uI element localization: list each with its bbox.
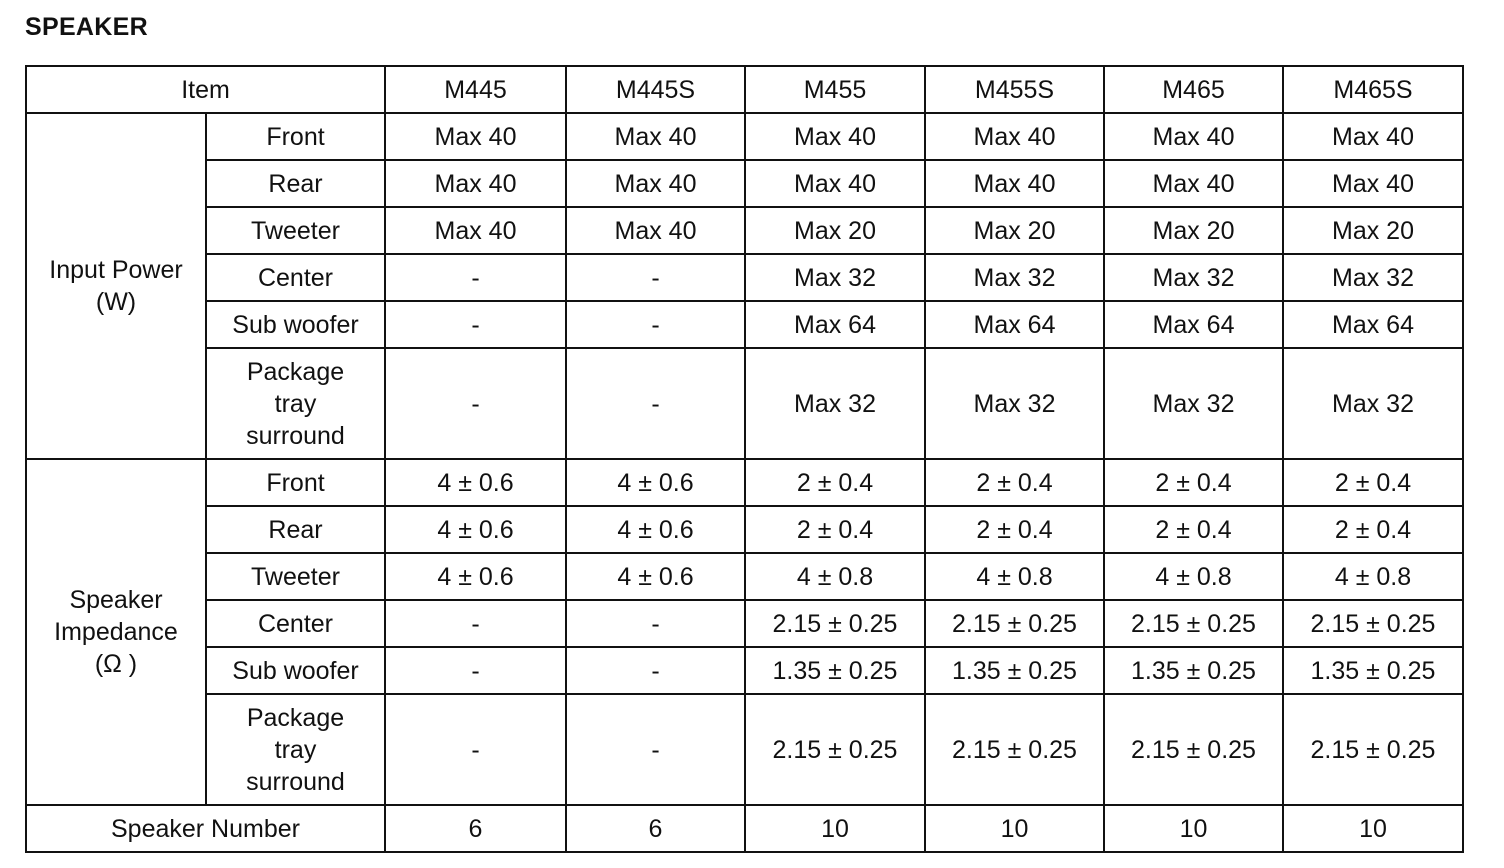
table-cell: Max 64 [1104, 301, 1283, 348]
input-power-label [26, 113, 206, 459]
table-cell: 4 ± 0.6 [566, 553, 745, 600]
row-label-line: tray [274, 735, 317, 764]
table-row [26, 207, 1463, 254]
table-cell: 2 ± 0.4 [1104, 506, 1283, 553]
table-cell: 4 ± 0.6 [385, 553, 566, 600]
table-cell: Max 40 [1283, 160, 1463, 207]
table-cell: Max 32 [745, 254, 925, 301]
table-cell: 2 ± 0.4 [925, 459, 1104, 506]
row-label [206, 348, 385, 459]
table-cell: 10 [925, 805, 1104, 852]
table-row [26, 113, 1463, 160]
table-row [26, 600, 1463, 647]
table-cell: Max 32 [1104, 254, 1283, 301]
row-label: Center [206, 600, 385, 647]
table-cell: 1.35 ± 0.25 [745, 647, 925, 694]
header-row [26, 66, 1463, 113]
row-label: Front [206, 113, 385, 160]
speaker-spec-table [25, 65, 1464, 853]
table-cell: - [385, 254, 566, 301]
table-row [26, 805, 1463, 852]
row-label-line: surround [246, 767, 345, 796]
table-cell: - [566, 647, 745, 694]
table-cell: 10 [1104, 805, 1283, 852]
table-row [26, 647, 1463, 694]
table-cell: 1.35 ± 0.25 [1104, 647, 1283, 694]
table-row [26, 348, 1463, 459]
table-cell: 2 ± 0.4 [745, 459, 925, 506]
table-cell: 10 [1283, 805, 1463, 852]
table-cell: - [566, 694, 745, 805]
model-header: M455S [925, 66, 1104, 113]
table-cell: - [385, 348, 566, 459]
table-cell: 2.15 ± 0.25 [1283, 694, 1463, 805]
table-cell: 2.15 ± 0.25 [1104, 600, 1283, 647]
table-cell: 4 ± 0.6 [385, 459, 566, 506]
group-label-line: (Ω ) [94, 650, 138, 678]
table-cell: Max 40 [566, 160, 745, 207]
table-cell: Max 64 [925, 301, 1104, 348]
model-header: M465S [1283, 66, 1463, 113]
table-cell: Max 20 [1104, 207, 1283, 254]
table-cell: 2.15 ± 0.25 [925, 600, 1104, 647]
table-cell: Max 20 [1283, 207, 1463, 254]
table-cell: - [385, 694, 566, 805]
row-label: Speaker Number [26, 805, 385, 852]
table-cell: Max 20 [745, 207, 925, 254]
table-cell: - [385, 301, 566, 348]
row-label-line: Package [246, 357, 345, 386]
table-cell: Max 32 [1283, 254, 1463, 301]
table-cell: 4 ± 0.8 [925, 553, 1104, 600]
page-title: SPEAKER [25, 13, 148, 41]
table-cell: 4 ± 0.8 [1283, 553, 1463, 600]
model-header: M445S [566, 66, 745, 113]
row-label: Front [206, 459, 385, 506]
group-label-line: Speaker [69, 586, 163, 614]
row-label: Sub woofer [206, 647, 385, 694]
table-cell: 4 ± 0.8 [1104, 553, 1283, 600]
table-cell: Max 40 [385, 113, 566, 160]
table-cell: Max 32 [1104, 348, 1283, 459]
item-header: Item [26, 66, 385, 113]
table-cell: 2 ± 0.4 [1283, 506, 1463, 553]
table-cell: Max 40 [1283, 113, 1463, 160]
table-cell: - [385, 600, 566, 647]
row-label: Tweeter [206, 207, 385, 254]
table-cell: 2.15 ± 0.25 [1104, 694, 1283, 805]
model-header: M455 [745, 66, 925, 113]
row-label [206, 694, 385, 805]
table-cell: 2 ± 0.4 [745, 506, 925, 553]
row-label-line: surround [246, 421, 345, 450]
table-cell: 2.15 ± 0.25 [745, 694, 925, 805]
table-cell: - [566, 348, 745, 459]
group-label-line: Input Power [49, 256, 183, 284]
table-cell: 4 ± 0.6 [385, 506, 566, 553]
table-cell: 4 ± 0.6 [566, 506, 745, 553]
table-row [26, 160, 1463, 207]
table-cell: 2 ± 0.4 [925, 506, 1104, 553]
table-cell: Max 32 [925, 348, 1104, 459]
table-cell: 6 [385, 805, 566, 852]
table-cell: Max 40 [925, 160, 1104, 207]
row-label: Center [206, 254, 385, 301]
model-header: M465 [1104, 66, 1283, 113]
table-row [26, 506, 1463, 553]
table-row [26, 301, 1463, 348]
table-cell: Max 40 [566, 207, 745, 254]
table-cell: 2.15 ± 0.25 [745, 600, 925, 647]
table-row [26, 254, 1463, 301]
table-cell: Max 40 [385, 160, 566, 207]
row-label: Tweeter [206, 553, 385, 600]
table-cell: Max 40 [745, 113, 925, 160]
table-cell: Max 20 [925, 207, 1104, 254]
model-header: M445 [385, 66, 566, 113]
speaker-impedance-label [26, 459, 206, 805]
table-cell: 2.15 ± 0.25 [1283, 600, 1463, 647]
table-cell: Max 40 [385, 207, 566, 254]
table-cell: 2 ± 0.4 [1283, 459, 1463, 506]
table-row [26, 553, 1463, 600]
row-label: Sub woofer [206, 301, 385, 348]
table-cell: Max 32 [1283, 348, 1463, 459]
table-cell: - [566, 600, 745, 647]
table-row [26, 694, 1463, 805]
table-cell: 4 ± 0.6 [566, 459, 745, 506]
table-cell: Max 32 [745, 348, 925, 459]
table-cell: Max 40 [925, 113, 1104, 160]
table-cell: 2.15 ± 0.25 [925, 694, 1104, 805]
table-cell: 10 [745, 805, 925, 852]
table-cell: Max 64 [745, 301, 925, 348]
table-cell: Max 40 [745, 160, 925, 207]
table-cell: - [566, 301, 745, 348]
table-cell: 4 ± 0.8 [745, 553, 925, 600]
table-cell: 1.35 ± 0.25 [925, 647, 1104, 694]
table-cell: Max 40 [566, 113, 745, 160]
table-cell: 6 [566, 805, 745, 852]
table-cell: Max 40 [1104, 160, 1283, 207]
table-cell: 1.35 ± 0.25 [1283, 647, 1463, 694]
table-cell: Max 64 [1283, 301, 1463, 348]
row-label: Rear [206, 506, 385, 553]
table-cell: Max 40 [1104, 113, 1283, 160]
table-cell: Max 32 [925, 254, 1104, 301]
group-label-line: Impedance [54, 618, 178, 646]
table-cell: - [385, 647, 566, 694]
row-label-line: tray [274, 389, 317, 418]
table-cell: - [566, 254, 745, 301]
table-cell: 2 ± 0.4 [1104, 459, 1283, 506]
row-label: Rear [206, 160, 385, 207]
group-label-line: (W) [95, 288, 137, 316]
row-label-line: Package [246, 703, 345, 732]
table-row [26, 459, 1463, 506]
